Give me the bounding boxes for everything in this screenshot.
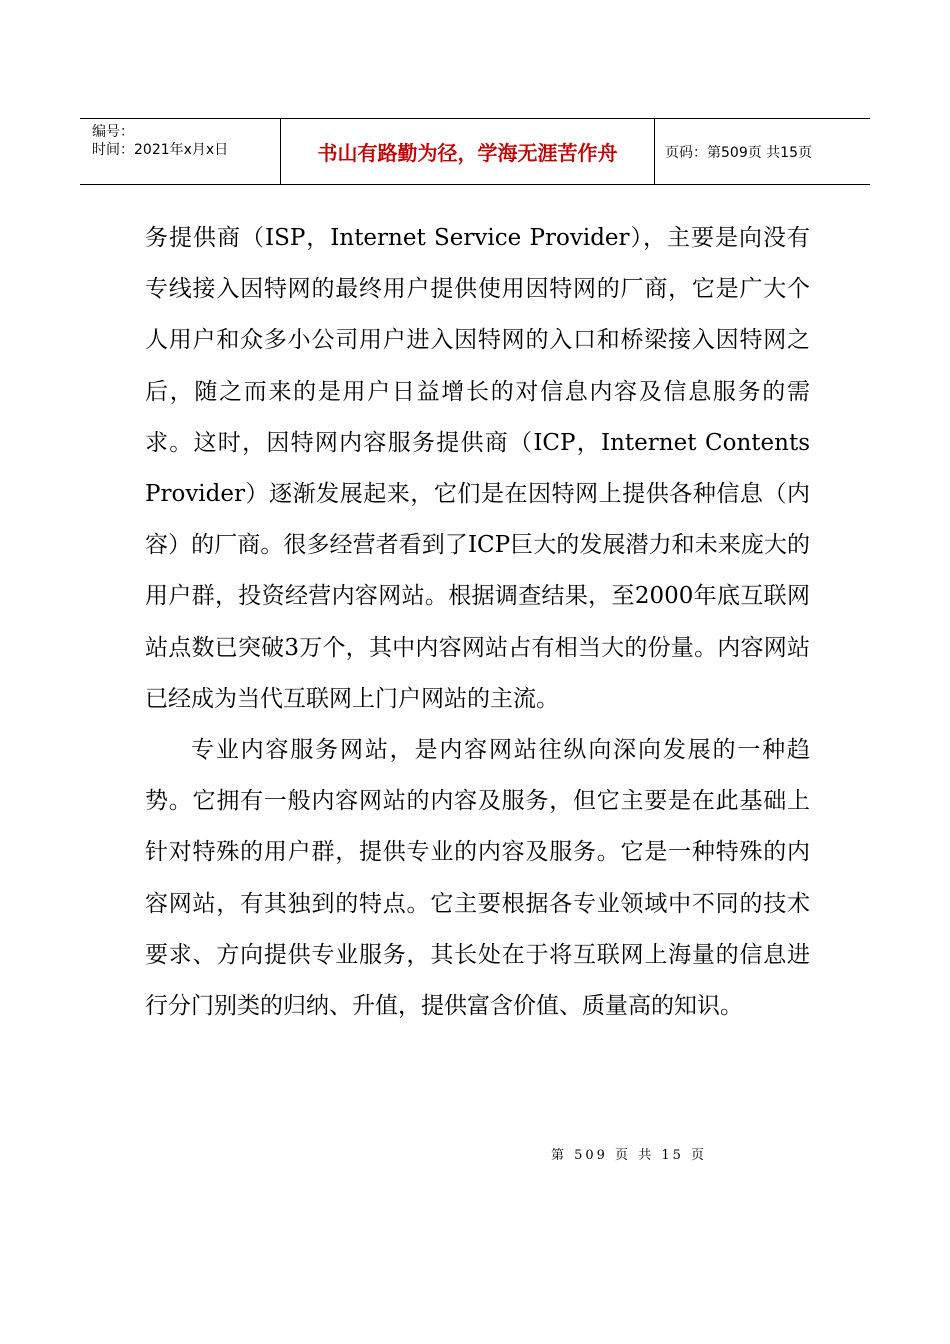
page-label: 页码：第509页 共15页	[665, 144, 812, 161]
header-table	[80, 118, 870, 185]
date-label: 时间：2021年x月x日	[92, 142, 229, 158]
header-page-cell	[655, 119, 870, 184]
number-label: 编号：	[92, 124, 134, 140]
paragraph-2: 专业内容服务网站，是内容网站往纵向深向发展的一种趋势。它拥有一般内容网站的内容及服务，但它主要是在此基础上针对特殊的用户群，提供专业的内容及服务。它是一种特殊的内容网站，有其独到的特点。它主要根据各专业领域中不同的技术要求、方向提供专业服务，其长处在于将互联网上海量的信息进行分门别类的归纳、升值，提供富含价值、质量高的知识。	[145, 737, 810, 1020]
page-footer: 第 509 页 共 15 页	[550, 1148, 708, 1163]
paragraph-1: 务提供商（ISP，Internet Service Provider），主要是向没有专线接入因特网的最终用户提供使用因特网的厂商，它是广大个人用户和众多小公司用户进入因特网的入口和桥梁接入因特网之后，随之而来的是用户日益增长的对信息内容及信息服务的需求。这时，因特网内容服务提供商（ICP，Internet Contents Provider）逐渐发展起来，它们是在因特网上提供各种信息（内容）的厂商。很多经营者看到了ICP巨大的发展潜力和未来庞大的用户群，投资经营内容网站。根据调查结果，至2000年底互联网站点数已突破3万个，其中内容网站占有相当大的份量。内容网站已经成为当代互联网上门户网站的主流。	[145, 225, 810, 712]
header-meta-cell	[80, 119, 281, 184]
motto-text: 书山有路勤为径，学海无涯苦作舟	[317, 141, 618, 165]
document-body	[145, 213, 810, 1032]
header-motto-cell	[281, 119, 655, 184]
